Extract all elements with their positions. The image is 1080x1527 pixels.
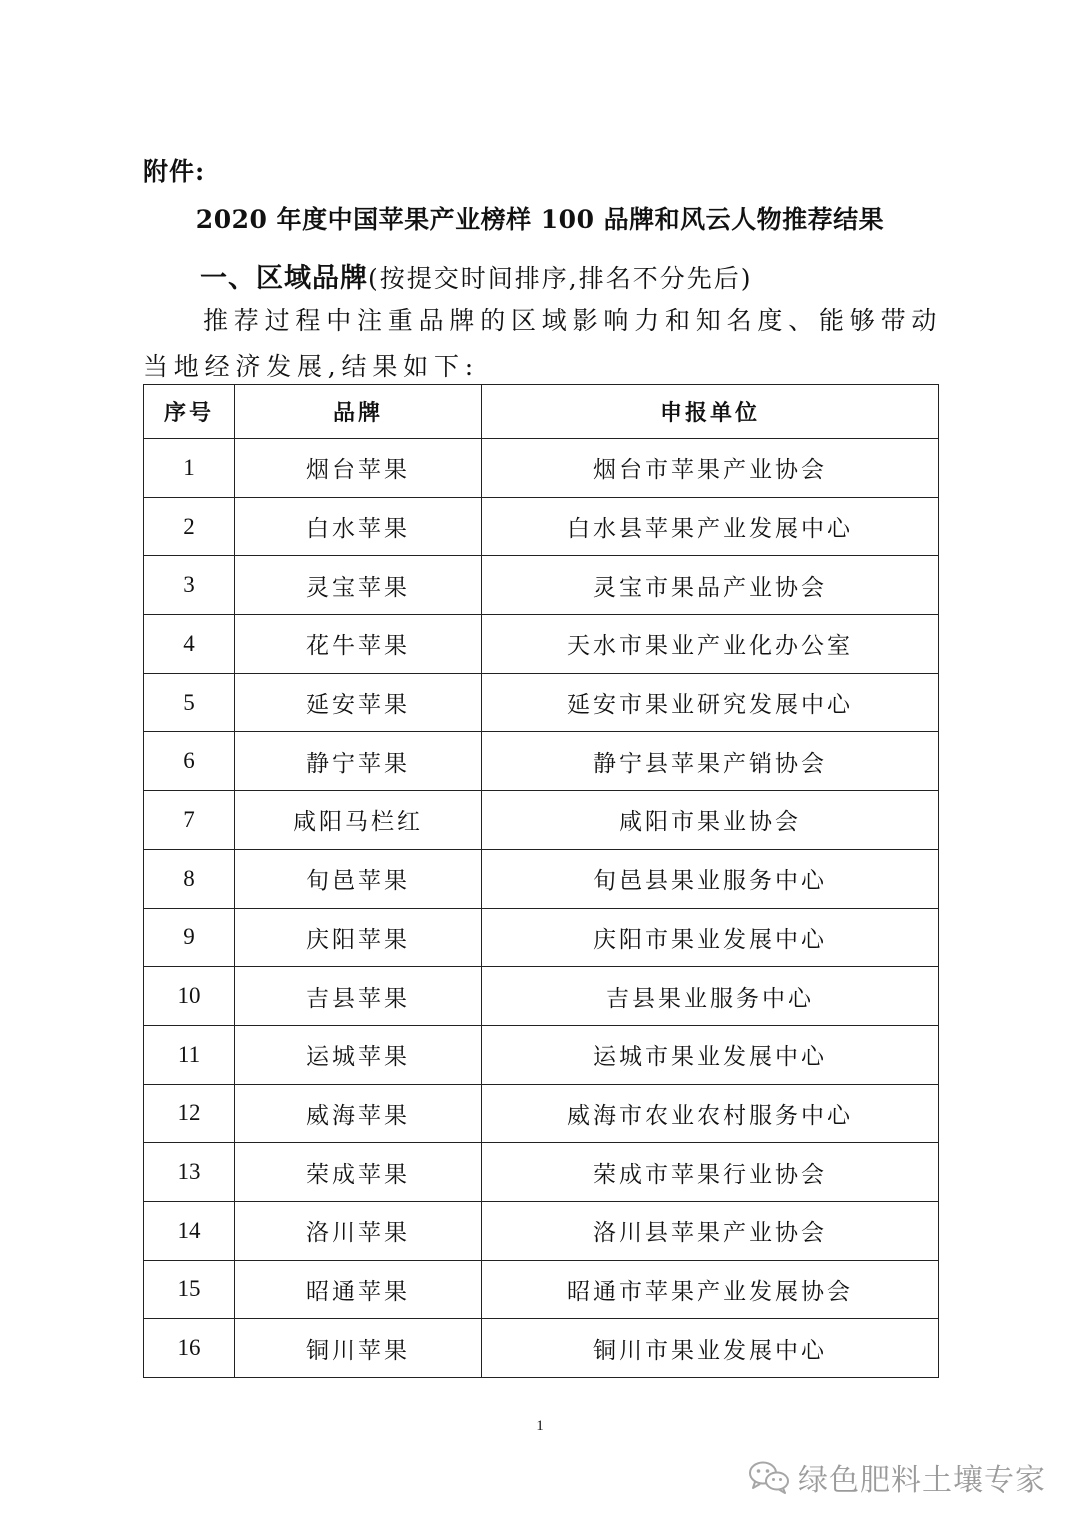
row-unit: 延安市果业研究发展中心 <box>482 673 939 732</box>
row-unit: 咸阳市果业协会 <box>482 791 939 850</box>
attachment-label: 附件: <box>143 157 206 186</box>
table-header-row <box>144 385 939 439</box>
row-unit: 铜川市果业发展中心 <box>482 1319 939 1378</box>
table-row <box>144 497 939 556</box>
row-brand: 白水苹果 <box>235 497 482 556</box>
table-row <box>144 732 939 791</box>
row-number: 14 <box>144 1201 235 1260</box>
row-unit: 昭通市苹果产业发展协会 <box>482 1260 939 1319</box>
row-brand: 运城苹果 <box>235 1025 482 1084</box>
row-number: 8 <box>144 849 235 908</box>
row-unit: 旬邑县果业服务中心 <box>482 849 939 908</box>
header-unit: 申报单位 <box>482 385 939 439</box>
row-brand: 灵宝苹果 <box>235 556 482 615</box>
row-number: 13 <box>144 1143 235 1202</box>
row-unit: 天水市果业产业化办公室 <box>482 615 939 674</box>
table-row <box>144 849 939 908</box>
row-unit: 吉县果业服务中心 <box>482 967 939 1026</box>
table-row <box>144 1025 939 1084</box>
row-number: 10 <box>144 967 235 1026</box>
row-unit: 静宁县苹果产销协会 <box>482 732 939 791</box>
table-row <box>144 439 939 498</box>
row-brand: 延安苹果 <box>235 673 482 732</box>
row-number: 2 <box>144 497 235 556</box>
row-unit: 洛川县苹果产业协会 <box>482 1201 939 1260</box>
row-number: 16 <box>144 1319 235 1378</box>
row-unit: 威海市农业农村服务中心 <box>482 1084 939 1143</box>
row-number: 12 <box>144 1084 235 1143</box>
row-number: 15 <box>144 1260 235 1319</box>
header-number: 序号 <box>144 385 235 439</box>
brand-table <box>143 384 939 1378</box>
wechat-icon <box>748 1460 790 1494</box>
table-row <box>144 1319 939 1378</box>
row-brand: 咸阳马栏红 <box>235 791 482 850</box>
table-row <box>144 1201 939 1260</box>
row-brand: 吉县苹果 <box>235 967 482 1026</box>
row-brand: 铜川苹果 <box>235 1319 482 1378</box>
table-row <box>144 1084 939 1143</box>
section-intro-paragraph: 推荐过程中注重品牌的区域影响力和知名度、能够带动当地经济发展,结果如下: <box>143 306 943 381</box>
row-unit: 灵宝市果品产业协会 <box>482 556 939 615</box>
row-number: 11 <box>144 1025 235 1084</box>
row-brand: 静宁苹果 <box>235 732 482 791</box>
table-row <box>144 556 939 615</box>
row-number: 3 <box>144 556 235 615</box>
row-unit: 荣成市苹果行业协会 <box>482 1143 939 1202</box>
row-number: 6 <box>144 732 235 791</box>
table-row <box>144 615 939 674</box>
section-heading <box>200 256 752 295</box>
section-heading-title: 一、区域品牌 <box>200 263 368 294</box>
table-row <box>144 673 939 732</box>
row-brand: 花牛苹果 <box>235 615 482 674</box>
table-row <box>144 967 939 1026</box>
row-brand: 旬邑苹果 <box>235 849 482 908</box>
table-row <box>144 908 939 967</box>
row-number: 7 <box>144 791 235 850</box>
row-unit: 白水县苹果产业发展中心 <box>482 497 939 556</box>
row-brand: 庆阳苹果 <box>235 908 482 967</box>
table-row <box>144 791 939 850</box>
row-number: 1 <box>144 439 235 498</box>
page-number: 1 <box>536 1418 544 1434</box>
section-heading-note: (按提交时间排序,排名不分先后) <box>368 264 753 293</box>
row-brand: 烟台苹果 <box>235 439 482 498</box>
row-number: 9 <box>144 908 235 967</box>
row-brand: 昭通苹果 <box>235 1260 482 1319</box>
row-brand: 洛川苹果 <box>235 1201 482 1260</box>
row-unit: 庆阳市果业发展中心 <box>482 908 939 967</box>
row-unit: 烟台市苹果产业协会 <box>482 439 939 498</box>
table-row <box>144 1143 939 1202</box>
watermark-text: 绿色肥料土壤专家 <box>798 1463 1046 1498</box>
row-number: 4 <box>144 615 235 674</box>
row-number: 5 <box>144 673 235 732</box>
row-brand: 荣成苹果 <box>235 1143 482 1202</box>
row-unit: 运城市果业发展中心 <box>482 1025 939 1084</box>
header-brand: 品牌 <box>235 385 482 439</box>
document-title: 2020 年度中国苹果产业榜样 100 品牌和风云人物推荐结果 <box>195 205 885 234</box>
row-brand: 威海苹果 <box>235 1084 482 1143</box>
table-row <box>144 1260 939 1319</box>
watermark <box>748 1455 1046 1499</box>
